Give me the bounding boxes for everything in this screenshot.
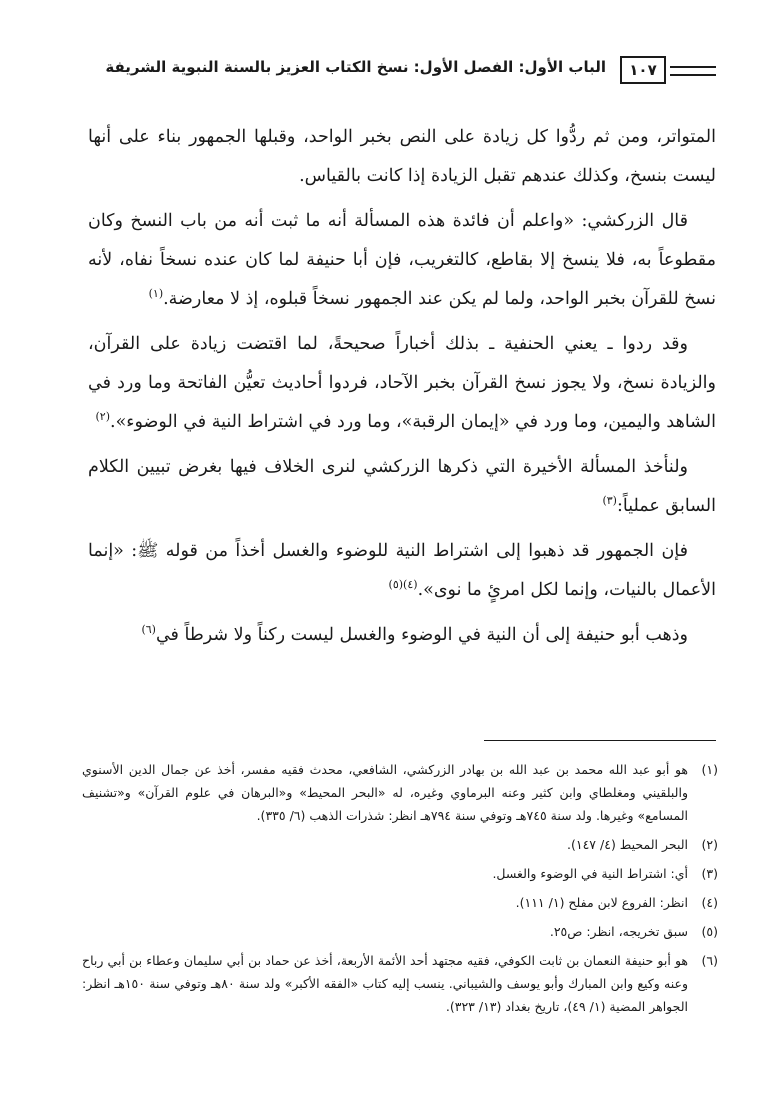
paragraph-4-text: ولنأخذ المسألة الأخيرة التي ذكرها الزركشي لنرى الخلاف فيها بغرض تبيين الكلام السابق عملياً: [88, 457, 716, 516]
footnote-3 [82, 862, 718, 885]
paragraph-1-text: المتواتر، ومن ثم ردُّوا كل زيادة على النص بخبر الواحد، وقبلها الجمهور بناء على أنها ليست بنسخ، وكذلك عندهم تقبل الزيادة إذا كانت بالقياس. [88, 127, 716, 186]
footnote-text: البحر المحيط (٤/ ١٤٧). [567, 837, 688, 852]
footnote-marker-5[interactable]: (٥) [388, 578, 404, 592]
footnote-text: انظر: الفروع لابن مفلح (١/ ١١١). [515, 895, 688, 910]
footnote-text: هو أبو عبد الله محمد بن عبد الله بن بهادر الزركشي، الشافعي، محدث فقيه مفسر، أخذ عن جمال الدين الأسنوي والبلقيني ومغلطاي وابن كثير وعنه البرماوي وغيره، له «البحر المحيط» و«البرهان في علوم القرآن» و«تشنيف المسامع» وغيرها. ولد سنة ٧٤٥هـ وتوفي سنة ٧٩٤هـ انظر: شذرات الذهب (٦/ ٣٣٥). [82, 762, 688, 823]
footnote-number: (١) [701, 762, 718, 777]
footnote-number: (٦) [701, 953, 718, 968]
paragraph-4 [88, 448, 716, 526]
footnote-marker-2[interactable]: (٢) [95, 410, 111, 424]
page-header [84, 56, 716, 86]
paragraph-3-text: وقد ردوا ـ يعني الحنفية ـ بذلك أخباراً صحيحةً، لما اقتضت زيادة على القرآن، والزيادة نسخ، ولا يجوز نسخ القرآن بخبر الآحاد، فردوا أحاديث تعيُّن الفاتحة وما ورد في الشاهد واليمين، وما ورد في «إيمان الرقبة»، وما ورد في اشتراط النية في الوضوء». [88, 334, 716, 432]
footnote-text: سبق تخريجه، انظر: ص٢٥. [549, 924, 688, 939]
footnote-number: (٥) [701, 924, 718, 939]
paragraph-3 [88, 325, 716, 442]
paragraph-6-text: وذهب أبو حنيفة إلى أن النية في الوضوء والغسل ليست ركناً ولا شرطاً في [155, 625, 688, 645]
footnote-marker-4[interactable]: (٤) [403, 578, 418, 592]
header-rule-right [670, 66, 716, 76]
paragraph-1 [88, 118, 716, 196]
footnote-text: هو أبو حنيفة النعمان بن ثابت الكوفي، فقيه مجتهد أحد الأئمة الأربعة، أخذ عن حماد بن أبي سليمان وعطاء بن أبي رباح وعنه وكيع وابن المبارك وأبو يوسف والشيباني. ينسب إليه كتاب «الفقه الأكبر» ولد سنة ٨٠هـ وتوفي سنة ١٥٠هـ انظر: الجواهر المضية (١/ ٤٩)، تاريخ بغداد (١٣/ ٣٢٣). [82, 953, 688, 1014]
paragraph-6 [88, 616, 716, 655]
footnote-5 [82, 920, 718, 943]
footnote-marker-6[interactable]: (٦) [141, 623, 156, 637]
footnote-marker-1[interactable]: (١) [148, 287, 164, 301]
footnote-marker-3[interactable]: (٣) [602, 494, 617, 508]
page-number: ١٠٧ [620, 56, 666, 84]
footnote-number: (٢) [701, 837, 718, 852]
footnote-6 [82, 949, 718, 1018]
paragraph-5-text: فإن الجمهور قد ذهبوا إلى اشتراط النية للوضوء والغسل أخذاً من قوله ﷺ: «إنما الأعمال بالنيات، وإنما لكل امرئٍ ما نوى». [88, 541, 716, 600]
footnote-2 [82, 833, 718, 856]
paragraph-2 [88, 202, 716, 319]
footnote-text: أي: اشتراط النية في الوضوء والغسل. [492, 866, 688, 881]
footnote-number: (٣) [701, 866, 718, 881]
running-title: الباب الأول: الفصل الأول: نسخ الكتاب العزيز بالسنة النبوية الشريفة [105, 58, 606, 76]
main-text [88, 118, 716, 661]
paragraph-2-text: قال الزركشي: «واعلم أن فائدة هذه المسألة أنه ما ثبت أنه من باب النسخ وكان مقطوعاً به، فلا ينسخ إلا بقاطع، كالتغريب، فإن أبا حنيفة لما كان عنده نسخاً نفاه، لأنه نسخ للقرآن بخبر الواحد، ولما لم يكن عند الجمهور نسخاً قبلوه، إذ لا معارضة. [88, 211, 716, 309]
footnote-4 [82, 891, 718, 914]
footnote-number: (٤) [701, 895, 718, 910]
footnote-1 [82, 758, 718, 827]
paragraph-5 [88, 532, 716, 610]
footnote-separator [484, 740, 716, 741]
footnotes [82, 758, 718, 1024]
